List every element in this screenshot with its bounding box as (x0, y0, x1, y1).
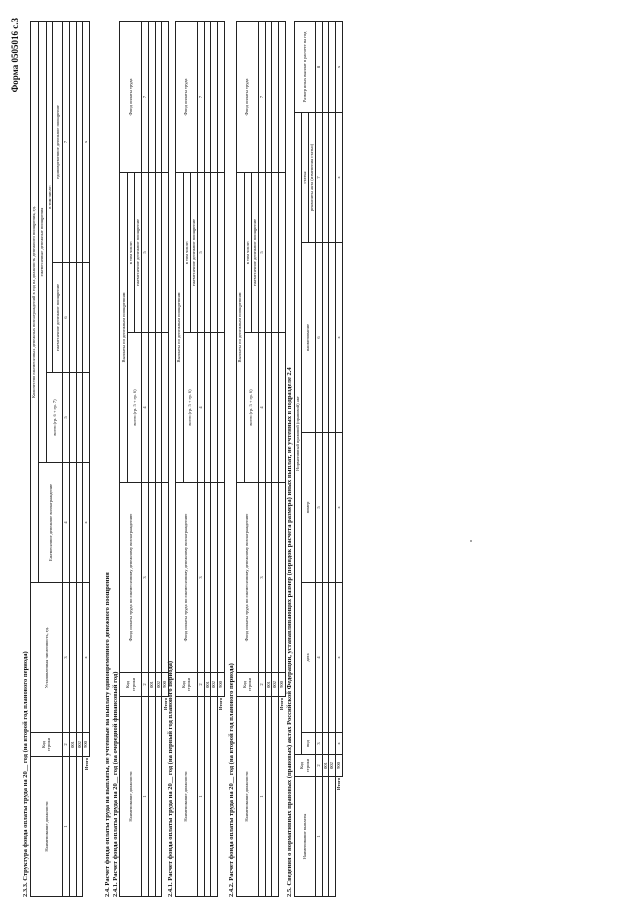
section-2-4 (104, 22, 169, 897)
section-title: 2.4.2. Расчет фонда оплаты труда на 20__ год (на второй год планового периода) (228, 663, 235, 897)
section-title-2: 2.4.1. Расчет фонда оплаты труда на 20__ год (на очередной финансовый год) (111, 671, 119, 897)
section-title: 2.5. Сведения о нормативных правовых (правовых) актах Российской Федерации, устанавливающих размер (порядок расчета размера) иных выплат, не учтенных в подразделе 2.4 (286, 367, 293, 897)
section-title: 2.4.1. Расчет фонда оплаты труда на 20__ год (на первый год планового периода) (167, 660, 174, 897)
scan-speck (470, 540, 472, 542)
table-staff-structure: Наименование должности Код строки Установленная численность, ед. Количество ежемесячных денежных вознаграждений в год на должность денежного поощрения, ед. Ежемесячное денежное вознаграждение ежемесячные денежные поощрения всего (гр. 6 + гр. 7) в том числе: ежемесячное денежное поощрение единовременное денежное поощрение 1 2 3 4 5 6 7 001 002 Итого 900 x x x (30, 21, 91, 897)
section-2-4-2 (228, 22, 286, 897)
table-fund-calc-2: Наименование должности Код строки Фонд оплаты труда по ежемесячному денежному вознаграждению Выплаты по денежным поощрениям Фонд оплаты труда всего (гр. 5 + гр. 6) в том числе: ежемесячное денежное поощрение 1 2 3 4 5 7 001 002 Итого 900 (175, 21, 225, 897)
section-2-3-3 (22, 22, 90, 897)
form-code: Форма 0505016 с.3 (10, 18, 20, 93)
section-title: 2.4. Расчет фонда оплаты труда на выплаты, не учтенные на выплату единовременного денежного поощрения (104, 572, 111, 897)
table-fund-calc-1: Наименование должности Код строки Фонд оплаты труда по ежемесячному денежному вознаграждению Выплаты по денежным поощрениям Фонд оплаты труда всего (гр. 5 + гр. 6) в том числе: ежемесячное денежное поощрение 1 2 3 4 5 7 001 002 Итого 900 (119, 21, 169, 897)
section-2-4-1 (167, 22, 225, 897)
section-2-5 (286, 22, 343, 897)
table-payout-info: Наименование выплаты Код строки Нормативный правовой (правовой) акт Размер иных выплат в расчете на год вид дата номер наименование статья реквизиты акта (изменения статьи) 1 2 3 4 5 6 7 8 001 002 Итого 900 x x x x x x (294, 21, 343, 897)
table-fund-calc-3: Наименование должности Код строки Фонд оплаты труда по ежемесячному денежному вознаграждению Выплаты по денежным поощрениям Фонд оплаты труда всего (гр. 5 + гр. 6) в том числе: ежемесячное денежное поощрение 1 2 3 4 5 7 001 002 Итого 900 (236, 21, 286, 897)
section-title: 2.3.3. Структура фонда оплаты труда на 20__ год (на второй год планового периода) (22, 651, 29, 897)
